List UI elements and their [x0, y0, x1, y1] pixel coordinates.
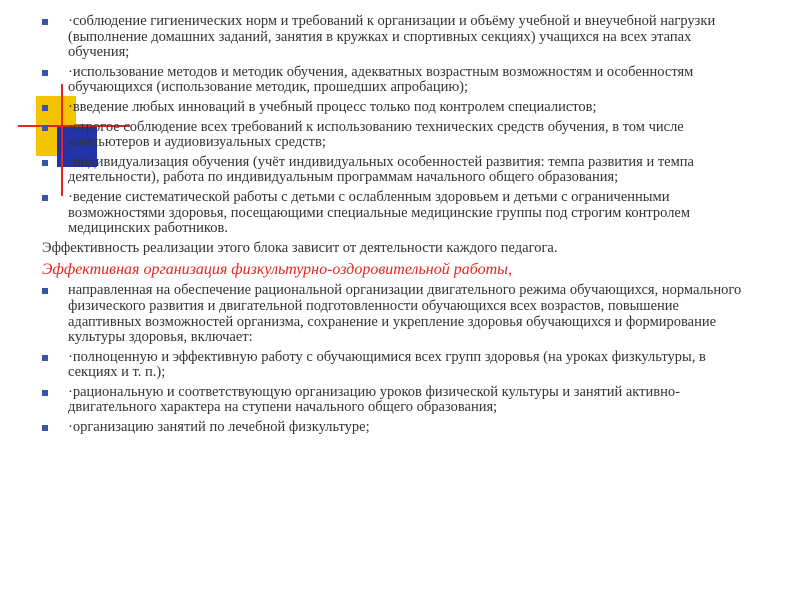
square-bullet-icon — [42, 355, 48, 361]
list-item-text: ·полноценную и эффективную работу с обучающимися всех групп здоровья (на уроках физкультуры, в секциях и т. п.); — [68, 348, 706, 381]
list-item — [42, 65, 752, 96]
list-item — [42, 283, 752, 345]
effectiveness-text: Эффективность реализации этого блока зависит от деятельности каждого педагога. — [42, 239, 558, 256]
square-bullet-icon — [42, 288, 48, 294]
list-item — [42, 155, 752, 186]
list-item — [42, 14, 752, 61]
list-item-text: ·организацию занятий по лечебной физкультуре; — [68, 419, 370, 436]
square-bullet-icon — [42, 105, 48, 111]
section-heading: Эффективная организация физкультурно-оздоровительной работы, — [42, 261, 512, 279]
list-item-text: направленная на обеспечение рациональной организации двигательного режима обучающихся, нормального физического развития и двигательной подготовленности обучающихся всех возрастов, повышение адаптивных возможностей организма, сохранение и укрепление здоровья обучающихся и формирование культуры здоровья, включает: — [68, 282, 742, 346]
square-bullet-icon — [42, 125, 48, 131]
list-item — [42, 120, 752, 151]
list-item-text: ·введение любых инноваций в учебный процесс только под контролем специалистов; — [68, 98, 597, 115]
list-item — [42, 190, 752, 237]
square-bullet-icon — [42, 19, 48, 25]
list-item — [42, 420, 752, 436]
list-item-text: ·рациональную и соответствующую организацию уроков физической культуры и занятий активно-двигательного характера на ступени начального общего образования; — [68, 383, 680, 416]
square-bullet-icon — [42, 195, 48, 201]
list-item-text: ·ведение систематической работы с детьми с ослабленным здоровьем и детьми с ограниченными возможностями здоровья, посещающими специальные медицинские группы под строгим контролем медицинских работников. — [68, 188, 691, 237]
list-item — [42, 385, 752, 416]
square-bullet-icon — [42, 390, 48, 396]
list-item-text: ·строгое соблюдение всех требований к использованию технических средств обучения, в том числе компьютеров и аудиовизуальных средств; — [68, 118, 684, 151]
square-bullet-icon — [42, 425, 48, 431]
list-item — [42, 350, 752, 381]
square-bullet-icon — [42, 160, 48, 166]
square-bullet-icon — [42, 70, 48, 76]
list-item-text: ·использование методов и методик обучения, адекватных возрастным возможностям и особенностям обучающихся (использование методик, прошедших апробацию); — [68, 63, 694, 96]
list-item-text: ·индивидуализация обучения (учёт индивидуальных особенностей развития: темпа развития и темпа деятельности), работа по индивидуальным программам начального общего образования; — [68, 153, 694, 186]
slide-content — [42, 14, 752, 440]
list-item — [42, 100, 752, 116]
list-item-text: ·соблюдение гигиенических норм и требований к организации и объёму учебной и внеучебной нагрузки (выполнение домашних заданий, занятия в кружках и спортивных секциях) учащихся на всех этапах обучения; — [68, 13, 716, 61]
